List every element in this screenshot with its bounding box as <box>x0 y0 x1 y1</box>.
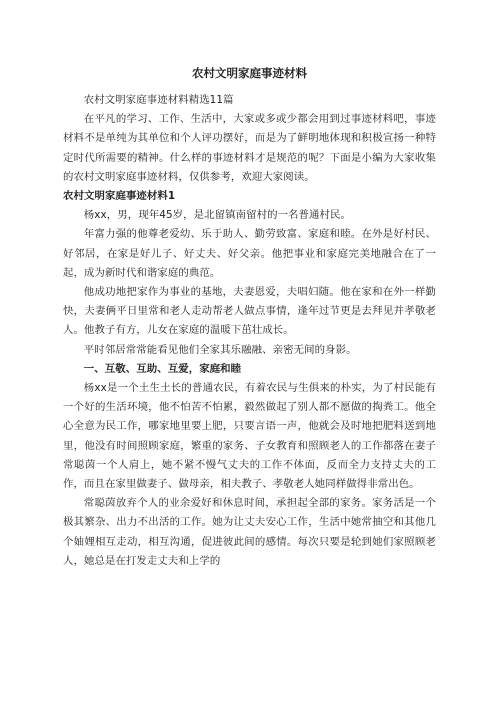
paragraph-wife: 常聪茵放弃个人的业余爱好和休息时间，承担起全部的家务。家务活是一个极其繁杂、出力不出活的工作。她为让丈夫安心工作，生活中她常抽空和其他几个妯娌相互走动，相互沟通，促进彼此间的感情。每次只要是轮到她们家照顾老人，她总是在打发走丈夫和上学的 <box>63 497 436 567</box>
document-title: 农村文明家庭事迹材料 <box>192 66 307 80</box>
document-body <box>63 91 436 571</box>
section-heading-material-1: 农村文明家庭事迹材料1 <box>63 190 176 203</box>
paragraph-intro: 在平凡的学习、工作、生活中，大家或多或少都会用到过事迹材料吧，事迹材料不是单纯为其单位和个人评功摆好，而是为了鲜明地体现和积极宣扬一种特定时代所需要的精神。什么样的事迹材料才是规范的呢？下面是小编为大家收集的农村文明家庭事迹材料，仅供参考，欢迎大家阅读。 <box>63 113 436 183</box>
paragraph-profile: 杨xx，男，现年45岁，是北留镇南留村的一名普通村民。 <box>83 209 351 222</box>
paragraph-subtitle: 农村文明家庭事迹材料精选11篇 <box>83 94 234 106</box>
section-heading-harmony: 一、互敬、互助、互爱，家庭和睦 <box>83 362 242 375</box>
paragraph-family: 他成功地把家作为事业的基地，夫妻恩爱，夫唱妇随。他在家和在外一样勤快，夫妻俩平日里常和老人走动帮老人做点事情，逢年过节更是去拜见并孝敬老人。他教子有方，儿女在家庭的温暖下茁壮成长。 <box>63 286 436 337</box>
paragraph-character: 年富力强的他尊老爱幼、乐于助人、勤劳致富、家庭和睦。在外是好村民、好邻居，在家是好儿子、好丈夫、好父亲。他把事业和家庭完美地融合在了一起，成为新时代和谐家庭的典范。 <box>63 228 436 279</box>
paragraph-neighbors: 平时邻居常常能看见他们全家其乐融融、亲密无间的身影。 <box>83 343 357 356</box>
paragraph-work: 杨xx是一个土生土长的普通农民，有着农民与生俱来的朴实，为了村民能有一个好的生活环境，他不怕苦不怕累，毅然做起了别人都不愿做的掏粪工。他全心全意为民工作，哪家地里要上肥，只要言语一声，他就会及时地把肥料送到地里，他没有时间照顾家庭，繁重的家务、子女教育和照顾老人的工作都落在妻子常聪茵一个人肩上，她不紧不慢气丈夫的工作不体面，反而全力支持丈夫的工作，而且在家里做妻子、做母亲，相夫教子、孝敬老人她同样做得非常出色。 <box>63 382 436 491</box>
